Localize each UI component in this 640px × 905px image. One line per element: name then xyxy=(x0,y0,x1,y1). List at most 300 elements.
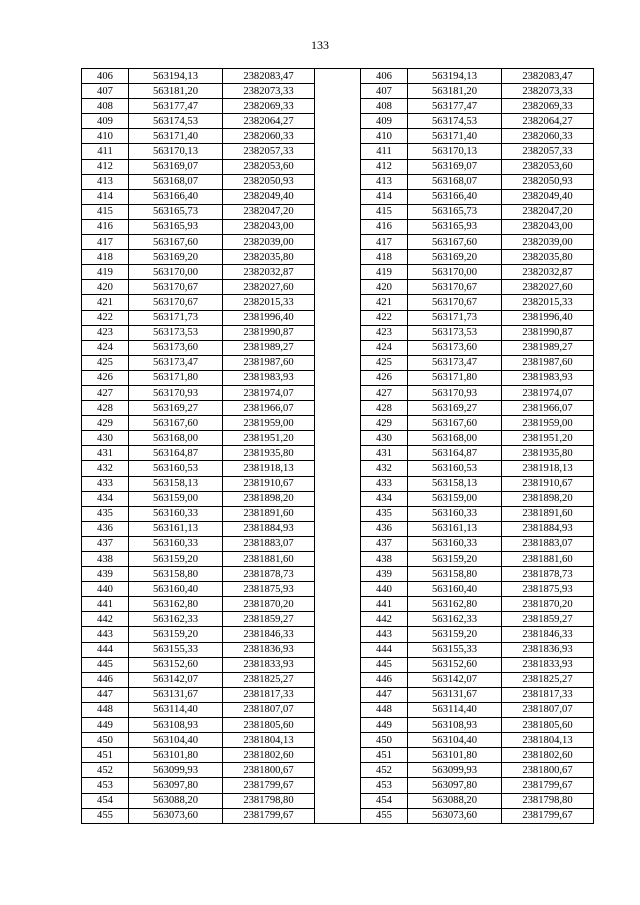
left-y-coordinate-cell: 2381983,93 xyxy=(223,370,315,385)
left-point-number-cell: 411 xyxy=(82,144,129,159)
right-y-coordinate-cell: 2382027,60 xyxy=(502,280,594,295)
right-y-coordinate-cell: 2381918,13 xyxy=(502,461,594,476)
right-y-coordinate-cell: 2381804,13 xyxy=(502,733,594,748)
right-x-coordinate-cell: 563088,20 xyxy=(408,793,502,808)
right-point-number-cell: 428 xyxy=(361,401,408,416)
column-gap xyxy=(315,310,361,325)
left-x-coordinate-cell: 563171,40 xyxy=(129,129,223,144)
left-x-coordinate-cell: 563171,73 xyxy=(129,310,223,325)
right-x-coordinate-cell: 563169,20 xyxy=(408,250,502,265)
left-y-coordinate-cell: 2381974,07 xyxy=(223,385,315,400)
left-x-coordinate-cell: 563162,33 xyxy=(129,612,223,627)
left-point-number-cell: 419 xyxy=(82,265,129,280)
right-x-coordinate-cell: 563159,20 xyxy=(408,627,502,642)
column-gap xyxy=(315,687,361,702)
column-gap xyxy=(315,672,361,687)
left-y-coordinate-cell: 2381966,07 xyxy=(223,401,315,416)
right-x-coordinate-cell: 563158,13 xyxy=(408,476,502,491)
column-gap xyxy=(315,476,361,491)
column-gap xyxy=(315,174,361,189)
table-row xyxy=(82,295,594,310)
right-point-number-cell: 443 xyxy=(361,627,408,642)
table-row xyxy=(82,84,594,99)
right-y-coordinate-cell: 2381846,33 xyxy=(502,627,594,642)
left-point-number-cell: 415 xyxy=(82,204,129,219)
right-point-number-cell: 451 xyxy=(361,748,408,763)
right-y-coordinate-cell: 2382053,60 xyxy=(502,159,594,174)
table-row xyxy=(82,189,594,204)
right-x-coordinate-cell: 563165,73 xyxy=(408,204,502,219)
right-y-coordinate-cell: 2381966,07 xyxy=(502,401,594,416)
left-x-coordinate-cell: 563099,93 xyxy=(129,763,223,778)
table-row xyxy=(82,129,594,144)
left-y-coordinate-cell: 2381989,27 xyxy=(223,340,315,355)
left-y-coordinate-cell: 2381987,60 xyxy=(223,355,315,370)
right-point-number-cell: 444 xyxy=(361,642,408,657)
left-y-coordinate-cell: 2381898,20 xyxy=(223,491,315,506)
left-y-coordinate-cell: 2382027,60 xyxy=(223,280,315,295)
column-gap xyxy=(315,627,361,642)
table-row xyxy=(82,476,594,491)
column-gap xyxy=(315,401,361,416)
table-row xyxy=(82,114,594,129)
left-point-number-cell: 449 xyxy=(82,718,129,733)
left-x-coordinate-cell: 563168,07 xyxy=(129,174,223,189)
left-y-coordinate-cell: 2381825,27 xyxy=(223,672,315,687)
left-point-number-cell: 420 xyxy=(82,280,129,295)
left-y-coordinate-cell: 2381996,40 xyxy=(223,310,315,325)
right-x-coordinate-cell: 563165,93 xyxy=(408,219,502,234)
right-y-coordinate-cell: 2381799,67 xyxy=(502,808,594,823)
left-point-number-cell: 413 xyxy=(82,174,129,189)
table-row xyxy=(82,567,594,582)
right-y-coordinate-cell: 2382057,33 xyxy=(502,144,594,159)
column-gap xyxy=(315,491,361,506)
right-x-coordinate-cell: 563162,33 xyxy=(408,612,502,627)
right-point-number-cell: 427 xyxy=(361,385,408,400)
left-y-coordinate-cell: 2382053,60 xyxy=(223,159,315,174)
left-y-coordinate-cell: 2381959,00 xyxy=(223,416,315,431)
left-y-coordinate-cell: 2381807,07 xyxy=(223,702,315,717)
right-y-coordinate-cell: 2382039,00 xyxy=(502,235,594,250)
column-gap xyxy=(315,340,361,355)
table-row xyxy=(82,552,594,567)
left-x-coordinate-cell: 563170,00 xyxy=(129,265,223,280)
left-x-coordinate-cell: 563160,53 xyxy=(129,461,223,476)
table-row xyxy=(82,763,594,778)
left-x-coordinate-cell: 563174,53 xyxy=(129,114,223,129)
left-x-coordinate-cell: 563166,40 xyxy=(129,189,223,204)
right-y-coordinate-cell: 2381983,93 xyxy=(502,370,594,385)
table-row xyxy=(82,657,594,672)
right-x-coordinate-cell: 563173,60 xyxy=(408,340,502,355)
left-y-coordinate-cell: 2381846,33 xyxy=(223,627,315,642)
table-row xyxy=(82,446,594,461)
table-row xyxy=(82,174,594,189)
left-x-coordinate-cell: 563160,40 xyxy=(129,582,223,597)
table-row xyxy=(82,159,594,174)
right-x-coordinate-cell: 563155,33 xyxy=(408,642,502,657)
right-point-number-cell: 438 xyxy=(361,552,408,567)
left-y-coordinate-cell: 2381883,07 xyxy=(223,536,315,551)
left-x-coordinate-cell: 563194,13 xyxy=(129,69,223,84)
left-x-coordinate-cell: 563165,93 xyxy=(129,219,223,234)
right-y-coordinate-cell: 2381974,07 xyxy=(502,385,594,400)
right-point-number-cell: 407 xyxy=(361,84,408,99)
right-x-coordinate-cell: 563194,13 xyxy=(408,69,502,84)
right-point-number-cell: 406 xyxy=(361,69,408,84)
right-x-coordinate-cell: 563169,27 xyxy=(408,401,502,416)
left-point-number-cell: 431 xyxy=(82,446,129,461)
left-x-coordinate-cell: 563160,33 xyxy=(129,536,223,551)
left-x-coordinate-cell: 563161,13 xyxy=(129,521,223,536)
left-point-number-cell: 444 xyxy=(82,642,129,657)
column-gap xyxy=(315,597,361,612)
left-y-coordinate-cell: 2382039,00 xyxy=(223,235,315,250)
left-point-number-cell: 432 xyxy=(82,461,129,476)
left-y-coordinate-cell: 2382049,40 xyxy=(223,189,315,204)
left-point-number-cell: 434 xyxy=(82,491,129,506)
right-point-number-cell: 409 xyxy=(361,114,408,129)
table-row xyxy=(82,370,594,385)
column-gap xyxy=(315,99,361,114)
right-point-number-cell: 414 xyxy=(361,189,408,204)
left-x-coordinate-cell: 563101,80 xyxy=(129,748,223,763)
left-x-coordinate-cell: 563165,73 xyxy=(129,204,223,219)
right-y-coordinate-cell: 2381990,87 xyxy=(502,325,594,340)
right-x-coordinate-cell: 563167,60 xyxy=(408,416,502,431)
table-row xyxy=(82,521,594,536)
column-gap xyxy=(315,355,361,370)
right-y-coordinate-cell: 2381891,60 xyxy=(502,506,594,521)
right-point-number-cell: 412 xyxy=(361,159,408,174)
right-point-number-cell: 434 xyxy=(361,491,408,506)
left-x-coordinate-cell: 563167,60 xyxy=(129,235,223,250)
column-gap xyxy=(315,416,361,431)
right-point-number-cell: 448 xyxy=(361,702,408,717)
column-gap xyxy=(315,642,361,657)
left-x-coordinate-cell: 563169,20 xyxy=(129,250,223,265)
right-x-coordinate-cell: 563160,40 xyxy=(408,582,502,597)
column-gap xyxy=(315,295,361,310)
right-point-number-cell: 424 xyxy=(361,340,408,355)
column-gap xyxy=(315,778,361,793)
right-y-coordinate-cell: 2381878,73 xyxy=(502,567,594,582)
column-gap xyxy=(315,506,361,521)
left-point-number-cell: 421 xyxy=(82,295,129,310)
table-row xyxy=(82,672,594,687)
left-x-coordinate-cell: 563152,60 xyxy=(129,657,223,672)
right-point-number-cell: 418 xyxy=(361,250,408,265)
column-gap xyxy=(315,265,361,280)
left-point-number-cell: 439 xyxy=(82,567,129,582)
left-point-number-cell: 423 xyxy=(82,325,129,340)
right-point-number-cell: 430 xyxy=(361,431,408,446)
table-row xyxy=(82,627,594,642)
right-x-coordinate-cell: 563168,07 xyxy=(408,174,502,189)
right-y-coordinate-cell: 2381881,60 xyxy=(502,552,594,567)
right-point-number-cell: 413 xyxy=(361,174,408,189)
right-y-coordinate-cell: 2381807,07 xyxy=(502,702,594,717)
column-gap xyxy=(315,582,361,597)
left-x-coordinate-cell: 563160,33 xyxy=(129,506,223,521)
left-y-coordinate-cell: 2381910,67 xyxy=(223,476,315,491)
column-gap xyxy=(315,461,361,476)
left-point-number-cell: 447 xyxy=(82,687,129,702)
right-point-number-cell: 436 xyxy=(361,521,408,536)
column-gap xyxy=(315,808,361,823)
left-y-coordinate-cell: 2382035,80 xyxy=(223,250,315,265)
column-gap xyxy=(315,431,361,446)
table-row xyxy=(82,325,594,340)
right-point-number-cell: 421 xyxy=(361,295,408,310)
right-point-number-cell: 437 xyxy=(361,536,408,551)
left-point-number-cell: 450 xyxy=(82,733,129,748)
left-x-coordinate-cell: 563073,60 xyxy=(129,808,223,823)
left-x-coordinate-cell: 563162,80 xyxy=(129,597,223,612)
left-point-number-cell: 435 xyxy=(82,506,129,521)
table-row xyxy=(82,265,594,280)
left-point-number-cell: 424 xyxy=(82,340,129,355)
right-y-coordinate-cell: 2382060,33 xyxy=(502,129,594,144)
left-y-coordinate-cell: 2381805,60 xyxy=(223,718,315,733)
left-x-coordinate-cell: 563170,93 xyxy=(129,385,223,400)
right-point-number-cell: 415 xyxy=(361,204,408,219)
right-point-number-cell: 425 xyxy=(361,355,408,370)
column-gap xyxy=(315,280,361,295)
left-y-coordinate-cell: 2382060,33 xyxy=(223,129,315,144)
left-y-coordinate-cell: 2381802,60 xyxy=(223,748,315,763)
table-row xyxy=(82,612,594,627)
right-point-number-cell: 410 xyxy=(361,129,408,144)
right-y-coordinate-cell: 2382043,00 xyxy=(502,219,594,234)
right-x-coordinate-cell: 563169,07 xyxy=(408,159,502,174)
left-point-number-cell: 409 xyxy=(82,114,129,129)
column-gap xyxy=(315,718,361,733)
table-row xyxy=(82,280,594,295)
left-x-coordinate-cell: 563173,47 xyxy=(129,355,223,370)
table-row xyxy=(82,250,594,265)
column-gap xyxy=(315,204,361,219)
left-point-number-cell: 414 xyxy=(82,189,129,204)
right-y-coordinate-cell: 2381870,20 xyxy=(502,597,594,612)
right-x-coordinate-cell: 563097,80 xyxy=(408,778,502,793)
left-y-coordinate-cell: 2381817,33 xyxy=(223,687,315,702)
left-point-number-cell: 425 xyxy=(82,355,129,370)
table-row xyxy=(82,491,594,506)
left-x-coordinate-cell: 563155,33 xyxy=(129,642,223,657)
left-y-coordinate-cell: 2382083,47 xyxy=(223,69,315,84)
left-point-number-cell: 455 xyxy=(82,808,129,823)
right-x-coordinate-cell: 563099,93 xyxy=(408,763,502,778)
right-x-coordinate-cell: 563152,60 xyxy=(408,657,502,672)
left-y-coordinate-cell: 2381800,67 xyxy=(223,763,315,778)
right-point-number-cell: 431 xyxy=(361,446,408,461)
right-y-coordinate-cell: 2381799,67 xyxy=(502,778,594,793)
left-x-coordinate-cell: 563158,80 xyxy=(129,567,223,582)
right-y-coordinate-cell: 2382049,40 xyxy=(502,189,594,204)
left-x-coordinate-cell: 563181,20 xyxy=(129,84,223,99)
right-x-coordinate-cell: 563177,47 xyxy=(408,99,502,114)
right-x-coordinate-cell: 563171,40 xyxy=(408,129,502,144)
right-point-number-cell: 445 xyxy=(361,657,408,672)
right-x-coordinate-cell: 563142,07 xyxy=(408,672,502,687)
left-y-coordinate-cell: 2381833,93 xyxy=(223,657,315,672)
left-y-coordinate-cell: 2381878,73 xyxy=(223,567,315,582)
table-row xyxy=(82,416,594,431)
right-y-coordinate-cell: 2381898,20 xyxy=(502,491,594,506)
right-point-number-cell: 439 xyxy=(361,567,408,582)
table-row xyxy=(82,536,594,551)
column-gap xyxy=(315,250,361,265)
right-point-number-cell: 441 xyxy=(361,597,408,612)
right-x-coordinate-cell: 563073,60 xyxy=(408,808,502,823)
right-x-coordinate-cell: 563101,80 xyxy=(408,748,502,763)
right-x-coordinate-cell: 563167,60 xyxy=(408,235,502,250)
right-point-number-cell: 419 xyxy=(361,265,408,280)
left-x-coordinate-cell: 563159,20 xyxy=(129,552,223,567)
right-y-coordinate-cell: 2382035,80 xyxy=(502,250,594,265)
left-x-coordinate-cell: 563114,40 xyxy=(129,702,223,717)
right-y-coordinate-cell: 2381817,33 xyxy=(502,687,594,702)
left-point-number-cell: 442 xyxy=(82,612,129,627)
left-x-coordinate-cell: 563159,00 xyxy=(129,491,223,506)
left-x-coordinate-cell: 563173,60 xyxy=(129,340,223,355)
right-y-coordinate-cell: 2382064,27 xyxy=(502,114,594,129)
coordinates-table xyxy=(81,68,594,824)
left-y-coordinate-cell: 2381990,87 xyxy=(223,325,315,340)
column-gap xyxy=(315,763,361,778)
right-y-coordinate-cell: 2381987,60 xyxy=(502,355,594,370)
table-row xyxy=(82,69,594,84)
left-x-coordinate-cell: 563170,13 xyxy=(129,144,223,159)
right-point-number-cell: 446 xyxy=(361,672,408,687)
column-gap xyxy=(315,733,361,748)
column-gap xyxy=(315,84,361,99)
right-x-coordinate-cell: 563164,87 xyxy=(408,446,502,461)
left-point-number-cell: 416 xyxy=(82,219,129,234)
left-point-number-cell: 422 xyxy=(82,310,129,325)
right-x-coordinate-cell: 563181,20 xyxy=(408,84,502,99)
right-x-coordinate-cell: 563170,67 xyxy=(408,295,502,310)
table-row xyxy=(82,431,594,446)
left-point-number-cell: 412 xyxy=(82,159,129,174)
column-gap xyxy=(315,159,361,174)
right-x-coordinate-cell: 563166,40 xyxy=(408,189,502,204)
left-y-coordinate-cell: 2382032,87 xyxy=(223,265,315,280)
column-gap xyxy=(315,129,361,144)
table-row xyxy=(82,597,594,612)
column-gap xyxy=(315,69,361,84)
right-y-coordinate-cell: 2382083,47 xyxy=(502,69,594,84)
right-point-number-cell: 453 xyxy=(361,778,408,793)
right-x-coordinate-cell: 563108,93 xyxy=(408,718,502,733)
left-point-number-cell: 446 xyxy=(82,672,129,687)
right-point-number-cell: 408 xyxy=(361,99,408,114)
right-x-coordinate-cell: 563104,40 xyxy=(408,733,502,748)
table-row xyxy=(82,310,594,325)
left-y-coordinate-cell: 2382057,33 xyxy=(223,144,315,159)
left-x-coordinate-cell: 563158,13 xyxy=(129,476,223,491)
left-x-coordinate-cell: 563177,47 xyxy=(129,99,223,114)
left-y-coordinate-cell: 2382069,33 xyxy=(223,99,315,114)
right-y-coordinate-cell: 2381910,67 xyxy=(502,476,594,491)
column-gap xyxy=(315,144,361,159)
column-gap xyxy=(315,521,361,536)
right-x-coordinate-cell: 563170,93 xyxy=(408,385,502,400)
table-row xyxy=(82,401,594,416)
left-x-coordinate-cell: 563169,27 xyxy=(129,401,223,416)
right-x-coordinate-cell: 563173,47 xyxy=(408,355,502,370)
right-point-number-cell: 417 xyxy=(361,235,408,250)
right-y-coordinate-cell: 2381825,27 xyxy=(502,672,594,687)
left-point-number-cell: 428 xyxy=(82,401,129,416)
table-row xyxy=(82,778,594,793)
left-y-coordinate-cell: 2381836,93 xyxy=(223,642,315,657)
left-y-coordinate-cell: 2381881,60 xyxy=(223,552,315,567)
right-x-coordinate-cell: 563159,20 xyxy=(408,552,502,567)
right-y-coordinate-cell: 2382073,33 xyxy=(502,84,594,99)
column-gap xyxy=(315,114,361,129)
right-y-coordinate-cell: 2382050,93 xyxy=(502,174,594,189)
table-row xyxy=(82,340,594,355)
right-y-coordinate-cell: 2381833,93 xyxy=(502,657,594,672)
left-y-coordinate-cell: 2381870,20 xyxy=(223,597,315,612)
left-x-coordinate-cell: 563131,67 xyxy=(129,687,223,702)
left-y-coordinate-cell: 2381918,13 xyxy=(223,461,315,476)
right-y-coordinate-cell: 2381996,40 xyxy=(502,310,594,325)
column-gap xyxy=(315,657,361,672)
right-y-coordinate-cell: 2381959,00 xyxy=(502,416,594,431)
right-y-coordinate-cell: 2381802,60 xyxy=(502,748,594,763)
left-x-coordinate-cell: 563169,07 xyxy=(129,159,223,174)
table-row xyxy=(82,355,594,370)
table-row xyxy=(82,687,594,702)
table-row xyxy=(82,733,594,748)
left-x-coordinate-cell: 563170,67 xyxy=(129,295,223,310)
left-y-coordinate-cell: 2381875,93 xyxy=(223,582,315,597)
left-point-number-cell: 417 xyxy=(82,235,129,250)
right-x-coordinate-cell: 563174,53 xyxy=(408,114,502,129)
right-point-number-cell: 452 xyxy=(361,763,408,778)
right-point-number-cell: 455 xyxy=(361,808,408,823)
right-point-number-cell: 447 xyxy=(361,687,408,702)
right-point-number-cell: 450 xyxy=(361,733,408,748)
left-y-coordinate-cell: 2382064,27 xyxy=(223,114,315,129)
column-gap xyxy=(315,235,361,250)
right-y-coordinate-cell: 2382032,87 xyxy=(502,265,594,280)
right-y-coordinate-cell: 2382069,33 xyxy=(502,99,594,114)
left-y-coordinate-cell: 2382047,20 xyxy=(223,204,315,219)
right-y-coordinate-cell: 2381836,93 xyxy=(502,642,594,657)
left-x-coordinate-cell: 563171,80 xyxy=(129,370,223,385)
right-x-coordinate-cell: 563173,53 xyxy=(408,325,502,340)
left-point-number-cell: 427 xyxy=(82,385,129,400)
right-y-coordinate-cell: 2381805,60 xyxy=(502,718,594,733)
column-gap xyxy=(315,612,361,627)
right-x-coordinate-cell: 563114,40 xyxy=(408,702,502,717)
left-point-number-cell: 443 xyxy=(82,627,129,642)
column-gap xyxy=(315,189,361,204)
left-y-coordinate-cell: 2381884,93 xyxy=(223,521,315,536)
left-y-coordinate-cell: 2382073,33 xyxy=(223,84,315,99)
left-y-coordinate-cell: 2382015,33 xyxy=(223,295,315,310)
left-y-coordinate-cell: 2381935,80 xyxy=(223,446,315,461)
column-gap xyxy=(315,748,361,763)
left-y-coordinate-cell: 2381859,27 xyxy=(223,612,315,627)
left-point-number-cell: 410 xyxy=(82,129,129,144)
right-y-coordinate-cell: 2382015,33 xyxy=(502,295,594,310)
